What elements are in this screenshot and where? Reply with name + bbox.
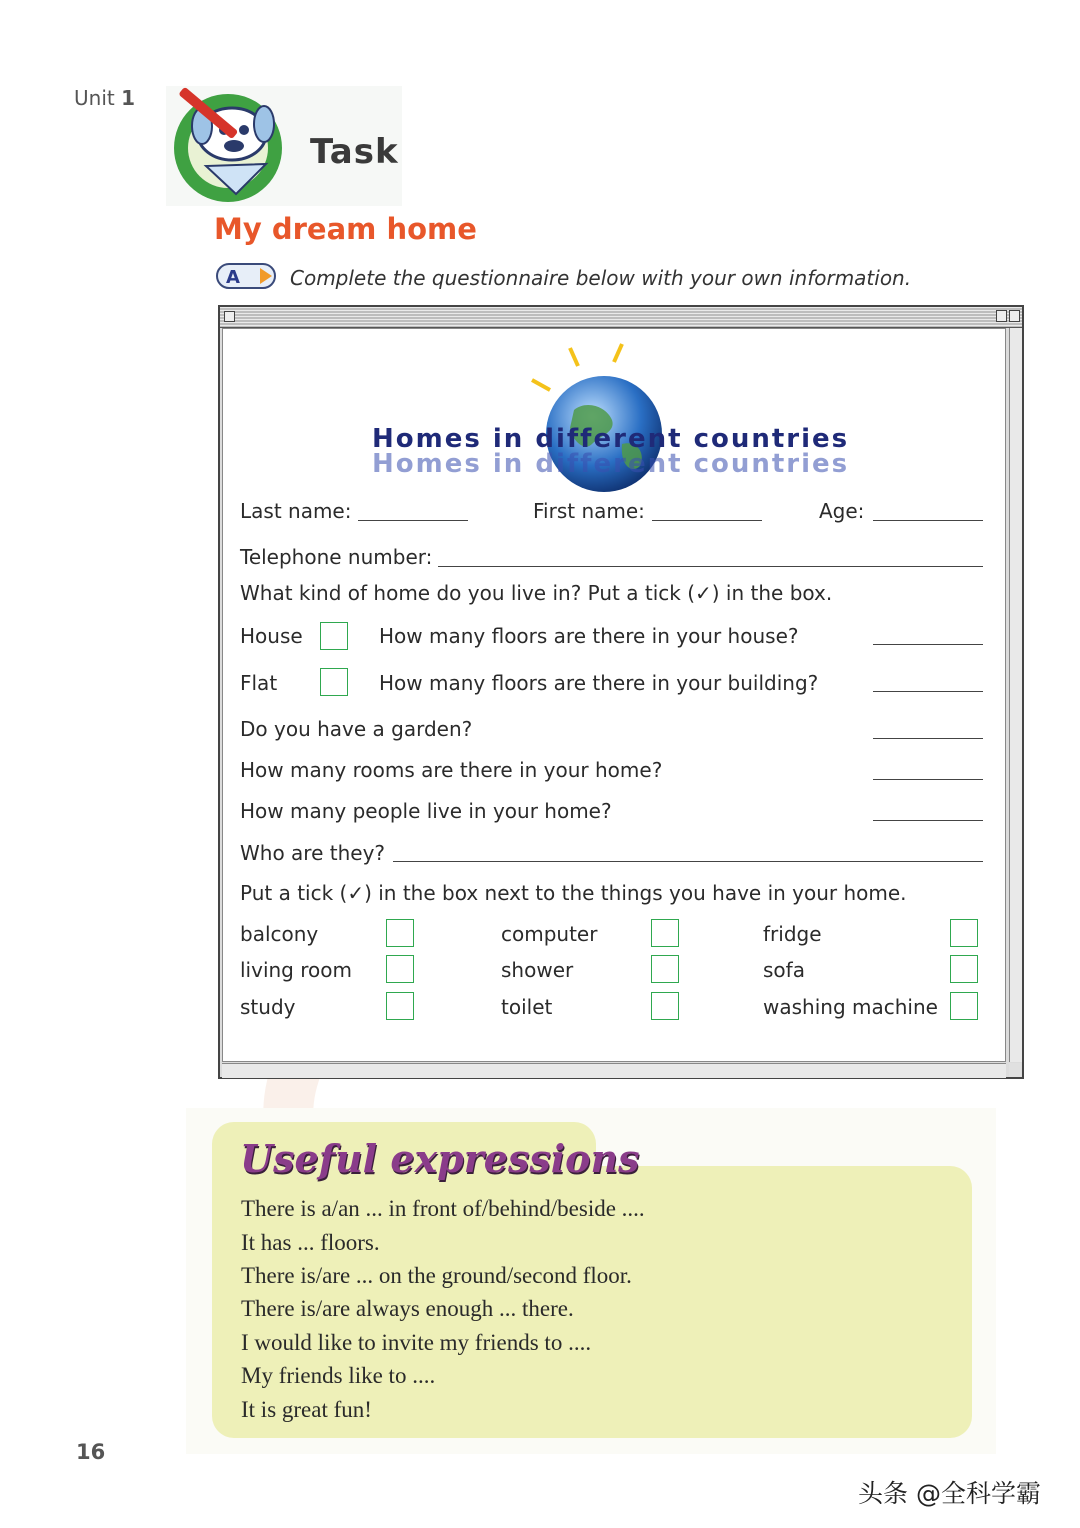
people-question: How many people live in your home?	[240, 799, 612, 823]
item-label: washing machine	[763, 995, 938, 1019]
form-title: Homes in different countries	[372, 424, 850, 454]
item-label: computer	[501, 922, 598, 946]
flat-floors-field[interactable]	[873, 691, 983, 692]
expression-line: My friends like to ....	[241, 1363, 436, 1388]
flat-label: Flat	[240, 671, 278, 695]
first-name-label: First name:	[533, 499, 645, 523]
section-title: Task	[310, 132, 399, 172]
expression-line: It has ... floors.	[241, 1230, 380, 1255]
house-label: House	[240, 624, 303, 648]
flat-floors-question: How many floors are there in your building?	[379, 671, 819, 695]
item-checkbox[interactable]	[386, 992, 414, 1020]
instruction-tag-icon	[216, 263, 276, 289]
unit-label	[74, 86, 135, 110]
item-label: sofa	[763, 958, 805, 982]
vertical-scrollbar[interactable]	[1009, 328, 1022, 1062]
expression-line: It is great fun!	[241, 1397, 372, 1422]
item-checkbox[interactable]	[651, 919, 679, 947]
item-checkbox[interactable]	[651, 955, 679, 983]
house-floors-field[interactable]	[873, 644, 983, 645]
garden-field[interactable]	[873, 738, 983, 739]
page-title: My dream home	[214, 212, 477, 246]
things-instruction: Put a tick (✓) in the box next to the things you have in your home.	[240, 881, 907, 905]
item-label: toilet	[501, 995, 553, 1019]
form-title-shadow: Homes in different countries	[372, 449, 850, 479]
window-collapse-button[interactable]	[1009, 310, 1020, 322]
people-field[interactable]	[873, 820, 983, 821]
useful-expressions-title: Useful expressions	[240, 1136, 640, 1181]
watermark-text: 头条 @全科学霸	[858, 1479, 1041, 1508]
unit-number: 1	[121, 86, 135, 110]
item-label: study	[240, 995, 296, 1019]
expression-line: I would like to invite my friends to ....	[241, 1330, 592, 1355]
window-resize-handle[interactable]	[1009, 1063, 1021, 1077]
telephone-field[interactable]	[438, 566, 983, 567]
item-checkbox[interactable]	[651, 992, 679, 1020]
age-field[interactable]	[873, 520, 983, 521]
instruction-text: Complete the questionnaire below with your own information.	[290, 266, 912, 290]
house-checkbox[interactable]	[320, 622, 348, 650]
house-floors-question: How many floors are there in your house?	[379, 624, 799, 648]
item-label: fridge	[763, 922, 822, 946]
item-checkbox[interactable]	[386, 919, 414, 947]
item-checkbox[interactable]	[950, 919, 978, 947]
age-label: Age:	[819, 499, 865, 523]
who-question: Who are they?	[240, 841, 386, 865]
horizontal-scrollbar[interactable]	[222, 1063, 1006, 1078]
item-label: balcony	[240, 922, 319, 946]
expression-line: There is/are ... on the ground/second floor.	[241, 1263, 632, 1288]
expression-line: There is/are always enough ... there.	[241, 1296, 574, 1321]
rooms-field[interactable]	[873, 779, 983, 780]
garden-question: Do you have a garden?	[240, 717, 473, 741]
svg-text:A: A	[226, 267, 240, 288]
item-label: living room	[240, 958, 352, 982]
page-number: 16	[76, 1440, 106, 1464]
window-titlebar[interactable]	[220, 307, 1022, 328]
item-label: shower	[501, 958, 574, 982]
who-field[interactable]	[393, 861, 983, 862]
last-name-label: Last name:	[240, 499, 352, 523]
unit-word: Unit	[74, 86, 115, 110]
home-kind-question: What kind of home do you live in? Put a tick (✓) in the box.	[240, 581, 833, 605]
item-checkbox[interactable]	[950, 955, 978, 983]
expression-line: There is a/an ... in front of/behind/beside ....	[241, 1196, 645, 1221]
window-zoom-button[interactable]	[996, 310, 1007, 322]
window-close-button[interactable]	[224, 311, 235, 322]
last-name-field[interactable]	[358, 520, 468, 521]
telephone-label: Telephone number:	[240, 545, 433, 569]
item-checkbox[interactable]	[386, 955, 414, 983]
first-name-field[interactable]	[652, 520, 762, 521]
flat-checkbox[interactable]	[320, 668, 348, 696]
item-checkbox[interactable]	[950, 992, 978, 1020]
rooms-question: How many rooms are there in your home?	[240, 758, 663, 782]
dog-mascot-icon	[166, 86, 306, 206]
